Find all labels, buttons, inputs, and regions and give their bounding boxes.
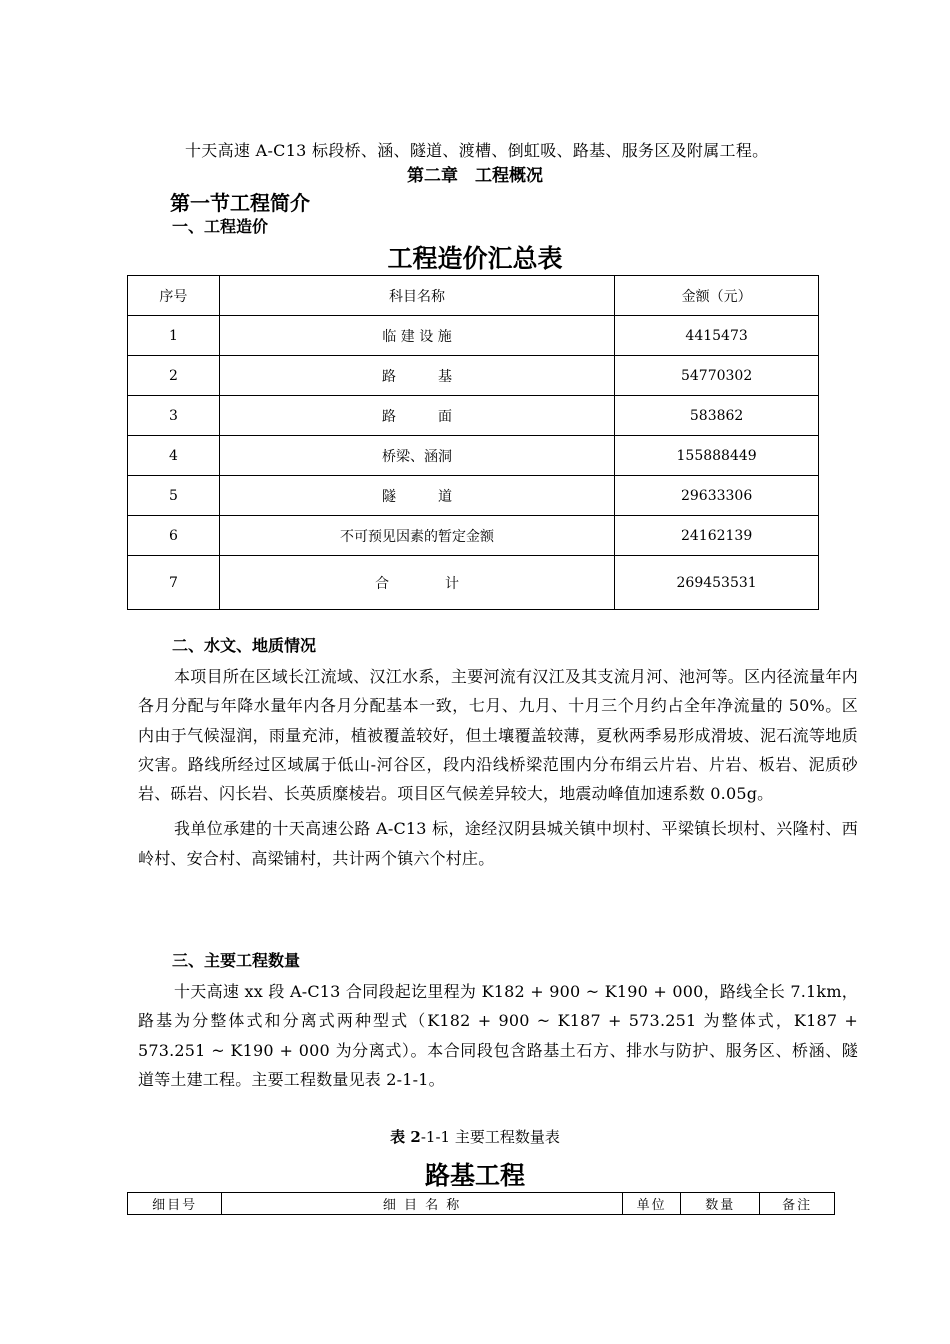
table-row: [128, 516, 819, 556]
table-row: [128, 316, 819, 356]
header-cell: 单位: [622, 1193, 680, 1215]
quantities-paragraph: 十天高速 xx 段 A-C13 合同段起讫里程为 K182 + 900 ~ K190 + 000，路线全长 7.1km，路基为分整体式和分离式两种型式（K182 + 900 ~ K187 + 573.251 为整体式，K187 + 573.251 ~ K190 + 000 为分离式）。本合同段包含路基土石方、排水与防护、服务区、桥涵、隧道等土建工程。主要工程数量见表 2-1-1。: [138, 982, 858, 1089]
row-item: 路 基: [219, 356, 614, 396]
row-amount: 583862: [615, 396, 819, 436]
row-amount: 24162139: [615, 516, 819, 556]
subsection-quantities: 三、主要工程数量: [172, 951, 301, 970]
row-index: 1: [128, 316, 220, 356]
header-cell: 细 目 名 称: [222, 1193, 623, 1215]
table-caption: [0, 1126, 950, 1147]
header-cell: 细目号: [128, 1193, 222, 1215]
caption-label: 表 2: [390, 1128, 421, 1146]
row-index: 5: [128, 476, 220, 516]
row-amount: 269453531: [615, 556, 819, 610]
header-cell: 备注: [760, 1193, 835, 1215]
hydro-paragraph: 我单位承建的十天高速公路 A-C13 标，途经汉阴县城关镇中坝村、平梁镇长坝村、兴隆村、西岭村、安合村、高梁铺村，共计两个镇六个村庄。: [138, 819, 858, 868]
table-row: [128, 396, 819, 436]
table-header-row: [128, 1193, 835, 1215]
quantities-text: [138, 977, 858, 1094]
row-index: 2: [128, 356, 220, 396]
row-item: 不可预见因素的暂定金额: [219, 516, 614, 556]
table-row-total: [128, 556, 819, 610]
table-row: [128, 356, 819, 396]
hydro-paragraph: 本项目所在区域长江流域、汉江水系，主要河流有汉江及其支流月河、池河等。区内径流量年内各月分配与年降水量年内各月分配基本一致，七月、九月、十月三个月约占全年净流量的 50%。区内由于气候湿润，雨量充沛，植被覆盖较好，但土壤覆盖较薄，夏秋两季易形成滑坡、泥石流等地质灾害。路线所经过区域属于低山-河谷区，段内沿线桥梁范围内分布绢云片岩、片岩、板岩、泥质砂岩、砾岩、闪长岩、长英质糜棱岩。项目区气候差异较大，地震动峰值加速系数 0.05g。: [138, 667, 858, 804]
table-row: [128, 436, 819, 476]
caption-text: -1-1 主要工程数量表: [420, 1128, 560, 1146]
cost-summary-table: [127, 275, 819, 610]
road-table-title: 路基工程: [424, 1161, 525, 1190]
hydro-text: [138, 662, 858, 873]
table-header-row: [128, 276, 819, 316]
row-item: 合 计: [219, 556, 614, 610]
row-amount: 29633306: [615, 476, 819, 516]
row-item: 隧 道: [219, 476, 614, 516]
header-cell: 序号: [128, 276, 220, 316]
row-index: 4: [128, 436, 220, 476]
header-cell: 金额（元）: [615, 276, 819, 316]
row-index: 6: [128, 516, 220, 556]
roadbed-quantity-table: [127, 1192, 835, 1215]
chapter-title: 第二章 工程概况: [407, 166, 543, 186]
row-item: 路 面: [219, 396, 614, 436]
row-index: 3: [128, 396, 220, 436]
intro-line: 十天高速 A-C13 标段桥、涵、隧道、渡槽、倒虹吸、路基、服务区及附属工程。: [185, 141, 769, 160]
row-amount: 155888449: [615, 436, 819, 476]
table-row: [128, 476, 819, 516]
row-amount: 54770302: [615, 356, 819, 396]
row-amount: 4415473: [615, 316, 819, 356]
cost-table-title: 工程造价汇总表: [387, 244, 563, 273]
subsection-cost: 一、工程造价: [172, 217, 269, 236]
header-cell: 科目名称: [219, 276, 614, 316]
row-item: 桥梁、涵洞: [219, 436, 614, 476]
subsection-hydro: 二、水文、地质情况: [172, 636, 317, 655]
row-item: 临 建 设 施: [219, 316, 614, 356]
section-title: 第一节工程简介: [170, 191, 310, 215]
row-index: 7: [128, 556, 220, 610]
header-cell: 数量: [681, 1193, 760, 1215]
